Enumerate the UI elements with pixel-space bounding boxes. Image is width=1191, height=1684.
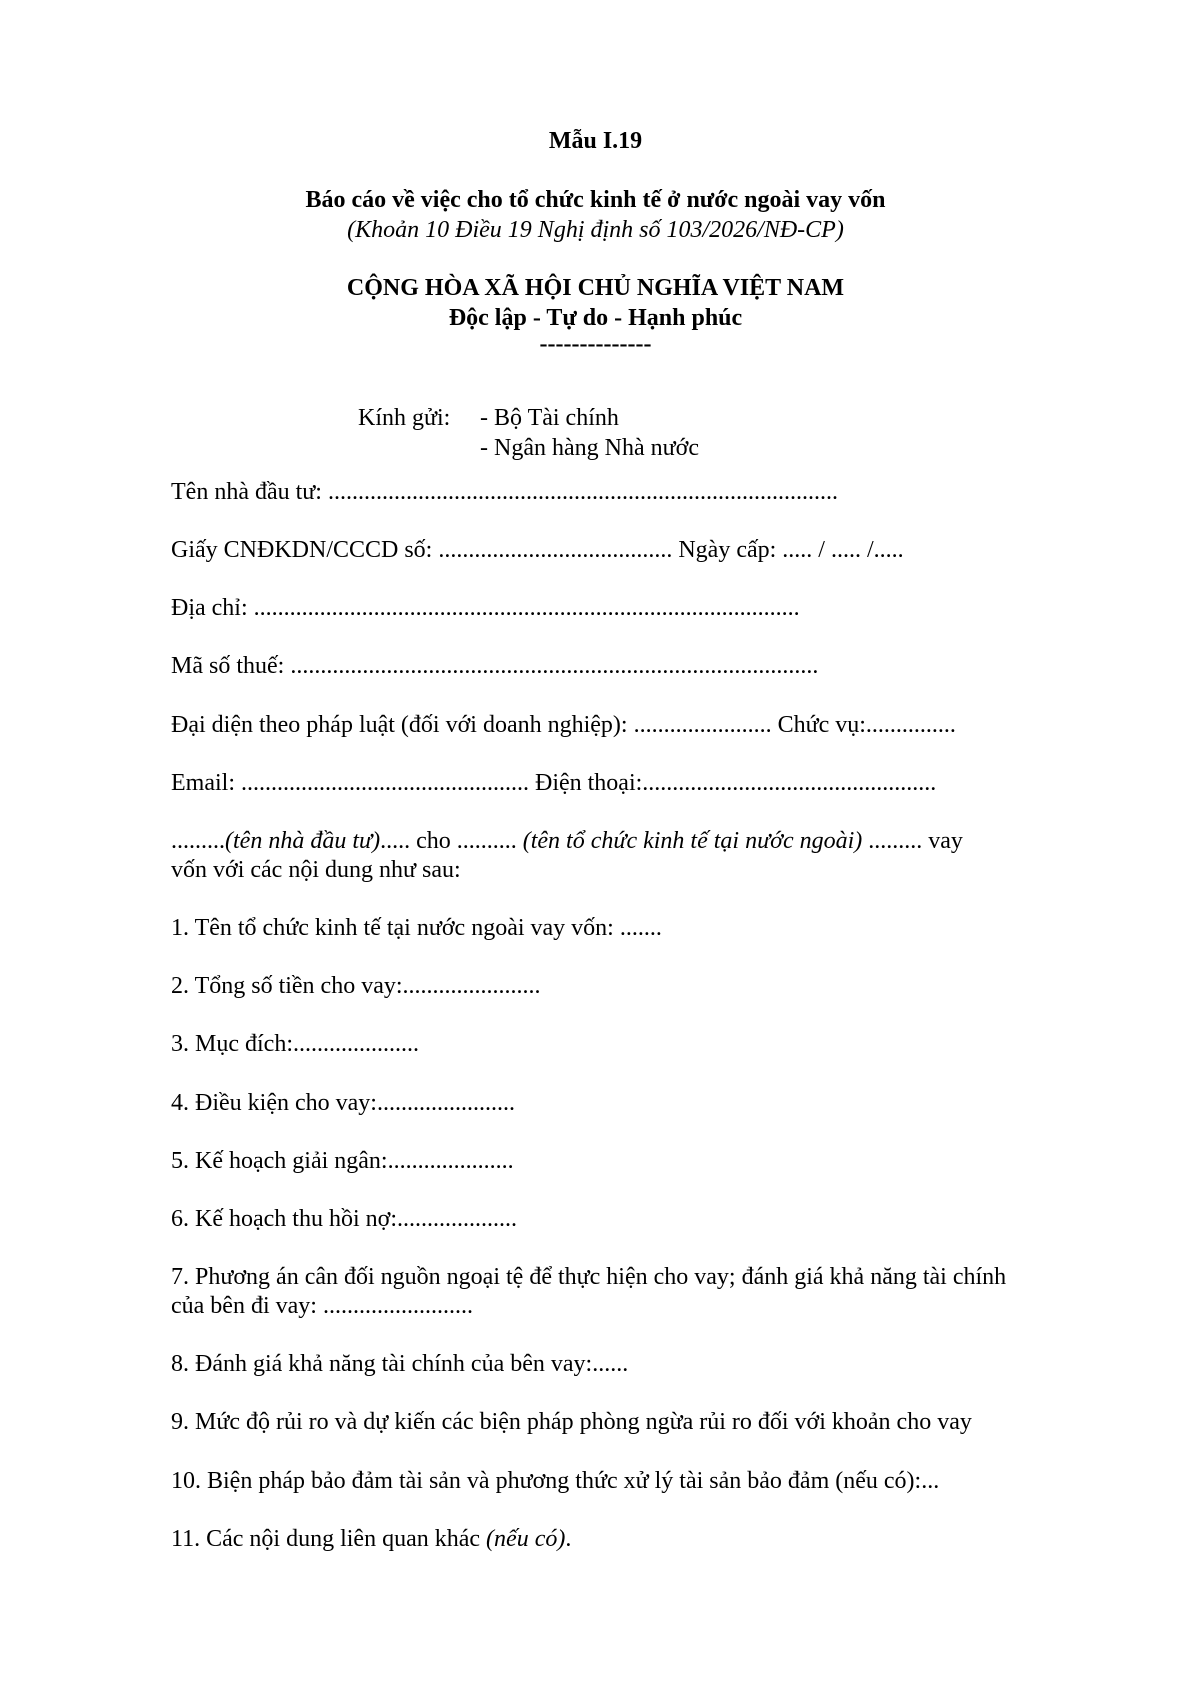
list-item: 4. Điều kiện cho vay:....................... bbox=[171, 1090, 515, 1116]
intro-line bbox=[171, 827, 963, 855]
document-title: Báo cáo về việc cho tổ chức kinh tế ở nước ngoài vay vốn bbox=[305, 187, 886, 213]
list-item: 7. Phương án cân đối nguồn ngoại tệ để thực hiện cho vay; đánh giá khả năng tài chính bbox=[171, 1264, 1007, 1290]
header-divider: -------------- bbox=[539, 331, 652, 357]
item-11-optional: (nếu có) bbox=[486, 1526, 566, 1552]
recipients-label: Kính gửi: bbox=[358, 405, 451, 431]
list-item bbox=[171, 1525, 571, 1553]
item-11-end: . bbox=[565, 1526, 572, 1552]
national-motto: Độc lập - Tự do - Hạnh phúc bbox=[448, 305, 743, 331]
legal-basis: (Khoản 10 Điều 19 Nghị định số 103/2026/NĐ-CP) bbox=[347, 217, 844, 243]
list-item: 5. Kế hoạch giải ngân:..................... bbox=[171, 1148, 514, 1174]
list-item: 8. Đánh giá khả năng tài chính của bên vay:...... bbox=[171, 1351, 629, 1377]
investor-name-placeholder: (tên nhà đầu tư) bbox=[225, 828, 381, 854]
list-item: 2. Tổng số tiền cho vay:....................... bbox=[171, 973, 541, 999]
certificate-field: Giấy CNĐKDN/CCCD số: ....................................... Ngày cấp: ..... / ..... /..... bbox=[171, 537, 904, 563]
form-code: Mẫu I.19 bbox=[548, 128, 643, 154]
recipient-item: - Ngân hàng Nhà nước bbox=[480, 435, 699, 461]
national-title: CỘNG HÒA XÃ HỘI CHỦ NGHĨA VIỆT NAM bbox=[346, 275, 845, 301]
recipient-item: - Bộ Tài chính bbox=[480, 405, 619, 431]
intro-dots: ......... bbox=[171, 828, 225, 854]
contact-field: Email: ................................................ Điện thoại:................................................. bbox=[171, 770, 937, 796]
list-item: 9. Mức độ rủi ro và dự kiến các biện pháp phòng ngừa rủi ro đối với khoản cho vay bbox=[171, 1409, 972, 1435]
foreign-org-placeholder: (tên tổ chức kinh tế tại nước ngoài) bbox=[522, 828, 863, 854]
tax-code-field: Mã số thuế: ........................................................................................ bbox=[171, 653, 819, 679]
list-item-continuation: của bên đi vay: ......................... bbox=[171, 1293, 473, 1319]
address-field: Địa chỉ: ........................................................................................... bbox=[171, 595, 800, 621]
list-item: 6. Kế hoạch thu hồi nợ:.................... bbox=[171, 1206, 517, 1232]
list-item: 1. Tên tổ chức kinh tế tại nước ngoài vay vốn: ....... bbox=[171, 915, 662, 941]
intro-end: ......... vay bbox=[868, 828, 963, 854]
legal-representative-field: Đại diện theo pháp luật (đối với doanh nghiệp): ....................... Chức vụ:............... bbox=[171, 712, 956, 738]
list-item: 10. Biện pháp bảo đảm tài sản và phương thức xử lý tài sản bảo đảm (nếu có):... bbox=[171, 1468, 940, 1494]
investor-name-field: Tên nhà đầu tư: ..................................................................................... bbox=[171, 479, 838, 505]
item-11-text: 11. Các nội dung liên quan khác bbox=[171, 1526, 487, 1552]
intro-connector: ..... cho .......... bbox=[380, 828, 517, 854]
list-item: 3. Mục đích:..................... bbox=[171, 1031, 419, 1057]
intro-line-2: vốn với các nội dung như sau: bbox=[171, 857, 461, 883]
